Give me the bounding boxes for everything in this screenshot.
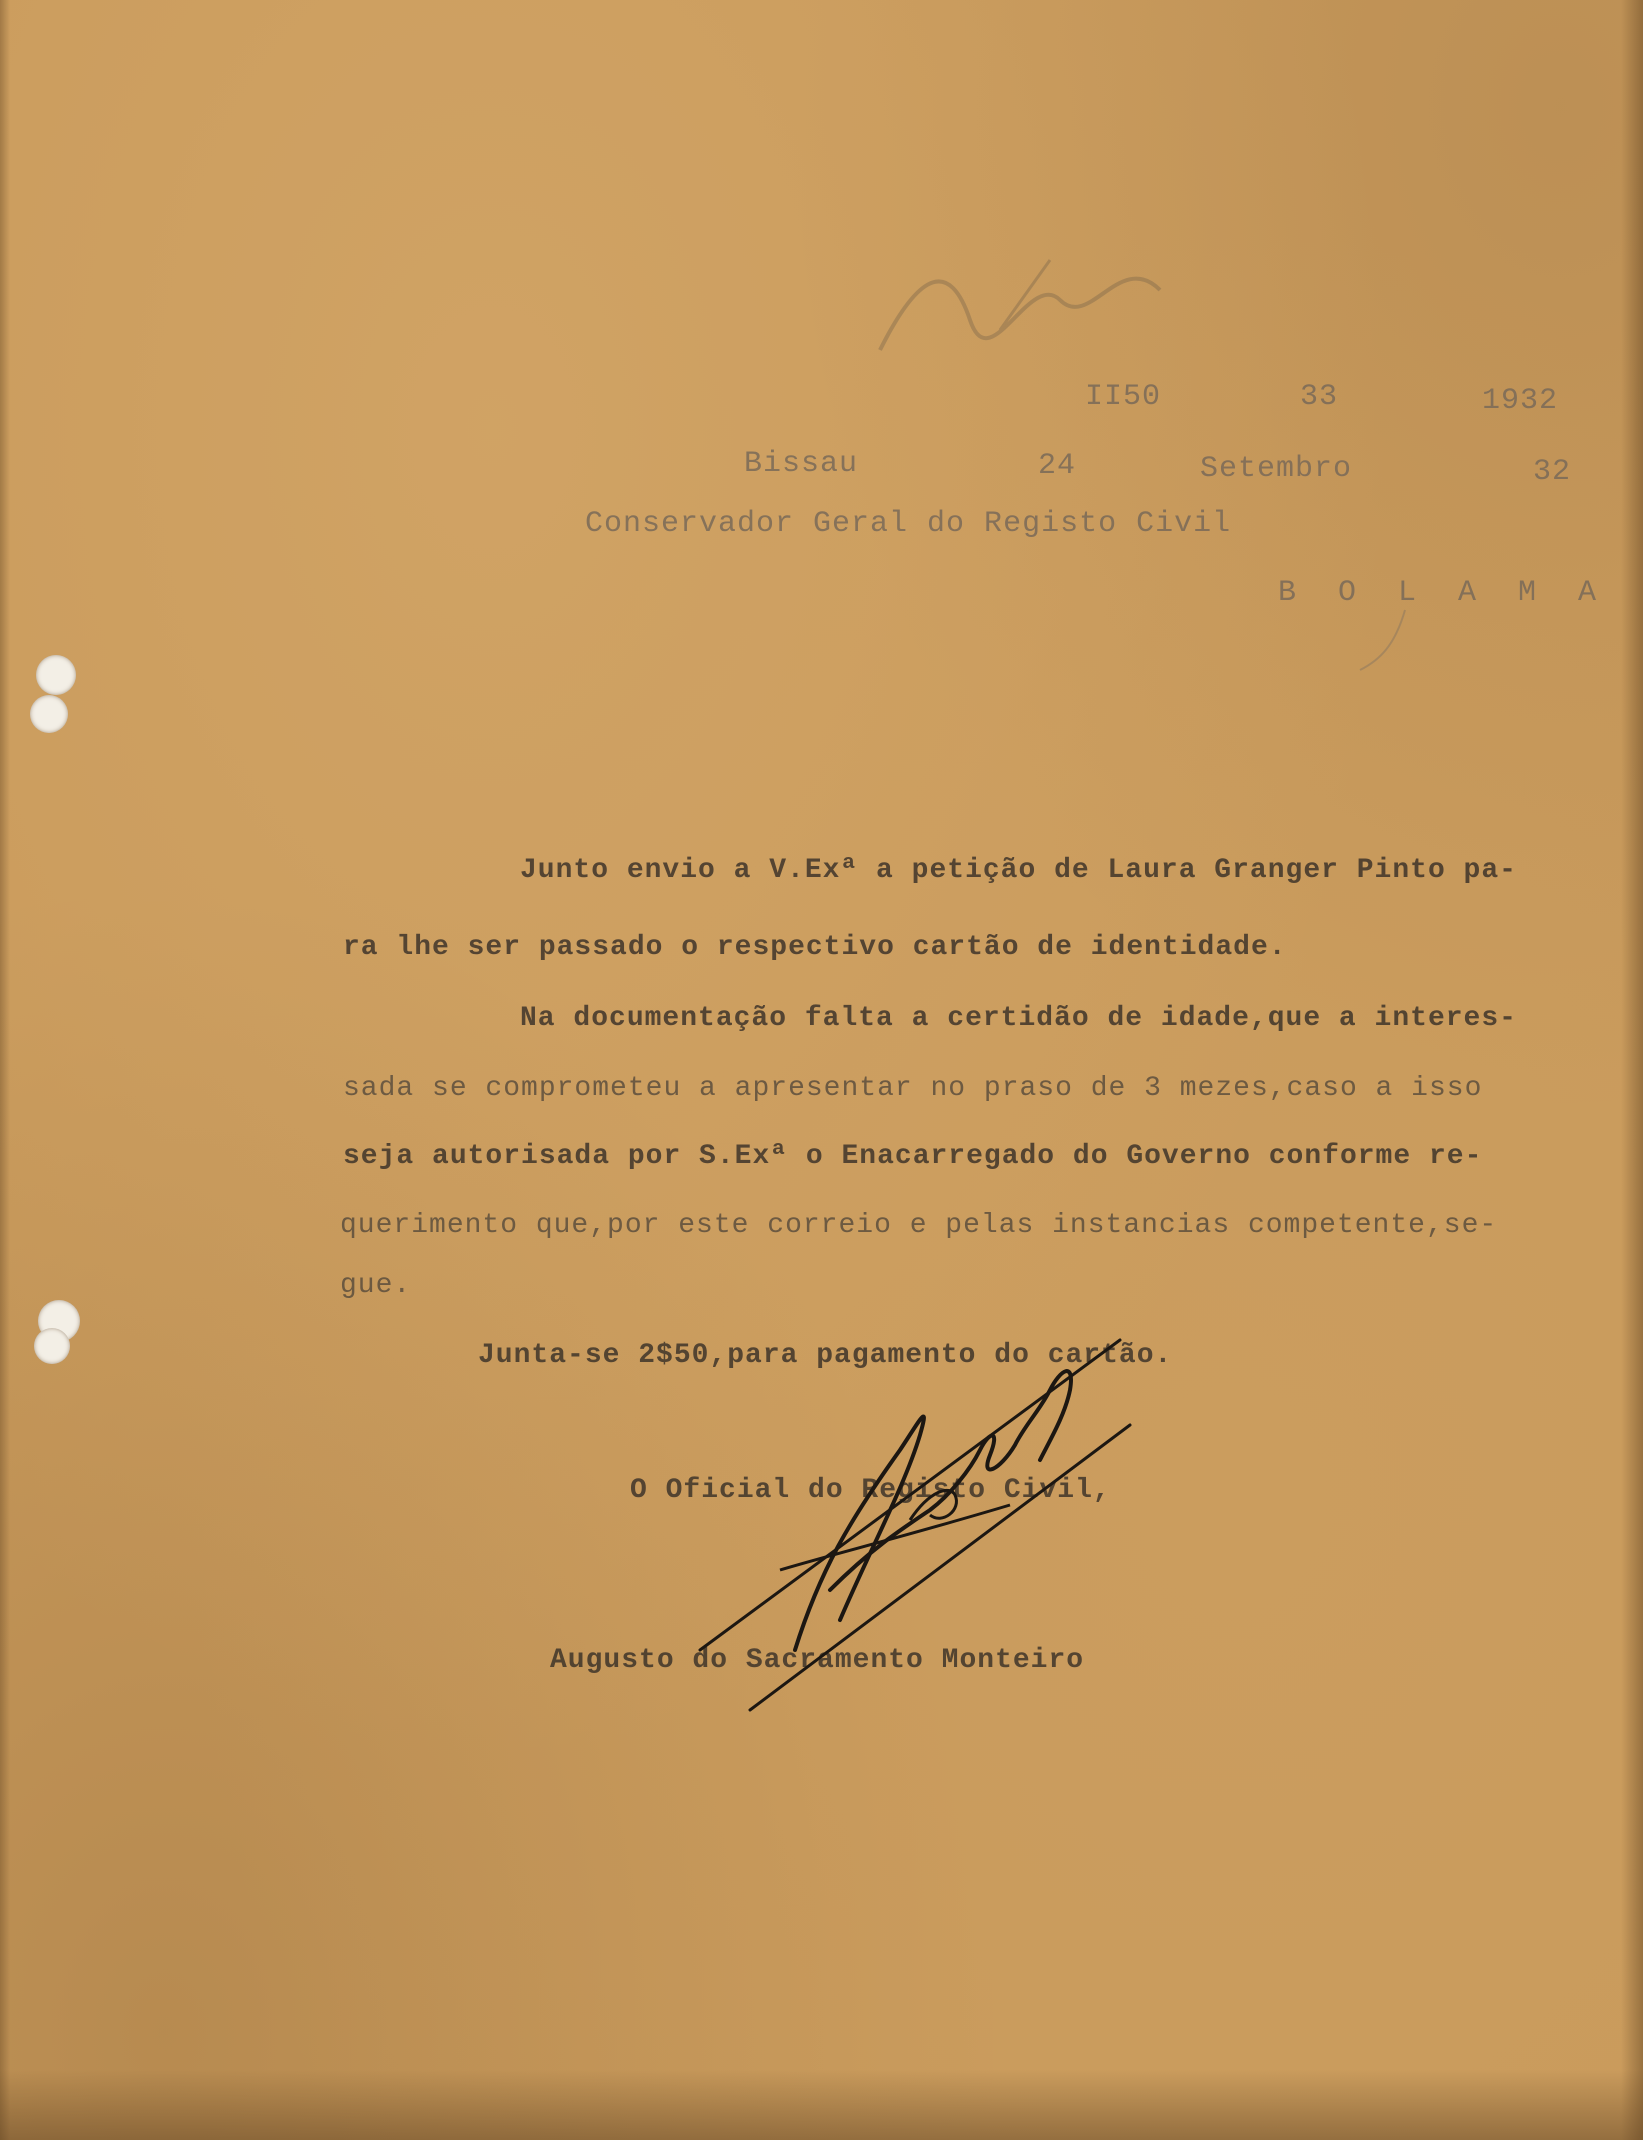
paper-bottom-edge (0, 2070, 1643, 2140)
reference-number: II50 (1085, 380, 1162, 414)
handwritten-signature (680, 1320, 1160, 1720)
punch-hole-top (36, 655, 76, 695)
body-line-8: Junta-se 2$50,para pagamento do cartão. (478, 1340, 1173, 1371)
pencil-annotation (860, 230, 1180, 380)
paper-right-edge (1621, 0, 1643, 2140)
body-line-4: sada se comprometeu a apresentar no praso de 3 mezes,caso a isso (343, 1073, 1483, 1104)
place: Bissau (744, 447, 859, 481)
pencil-tick (1350, 600, 1430, 680)
body-line-1: Junto envio a V.Exª a petição de Laura Granger Pinto pa- (520, 855, 1517, 886)
paper-left-edge (0, 0, 10, 2140)
signatory-name: Augusto do Sacramento Monteiro (550, 1645, 1085, 1676)
addressee-city: B O L A M A (1278, 576, 1609, 610)
reference-count: 33 (1300, 380, 1339, 414)
reference-year: 1932 (1482, 384, 1559, 418)
addressee-title: Conservador Geral do Registo Civil (585, 507, 1232, 541)
punch-hole-top-lower (30, 695, 68, 733)
body-line-3: Na documentação falta a certidão de idade,que a interes- (520, 1003, 1517, 1034)
body-line-6: querimento que,por este correio e pelas instancias competente,se- (340, 1210, 1498, 1241)
body-line-2: ra lhe ser passado o respectivo cartão de identidade. (343, 932, 1287, 963)
body-line-5: seja autorisada por S.Exª o Enacarregado do Governo conforme re- (343, 1141, 1483, 1172)
date-year: 32 (1533, 455, 1572, 489)
punch-hole-bottom-lower (34, 1328, 70, 1364)
body-line-7: gue. (340, 1270, 412, 1301)
date-month: Setembro (1200, 452, 1353, 486)
closing-role: O Oficial do Registo Civil, (630, 1475, 1111, 1506)
date-day: 24 (1038, 449, 1077, 483)
